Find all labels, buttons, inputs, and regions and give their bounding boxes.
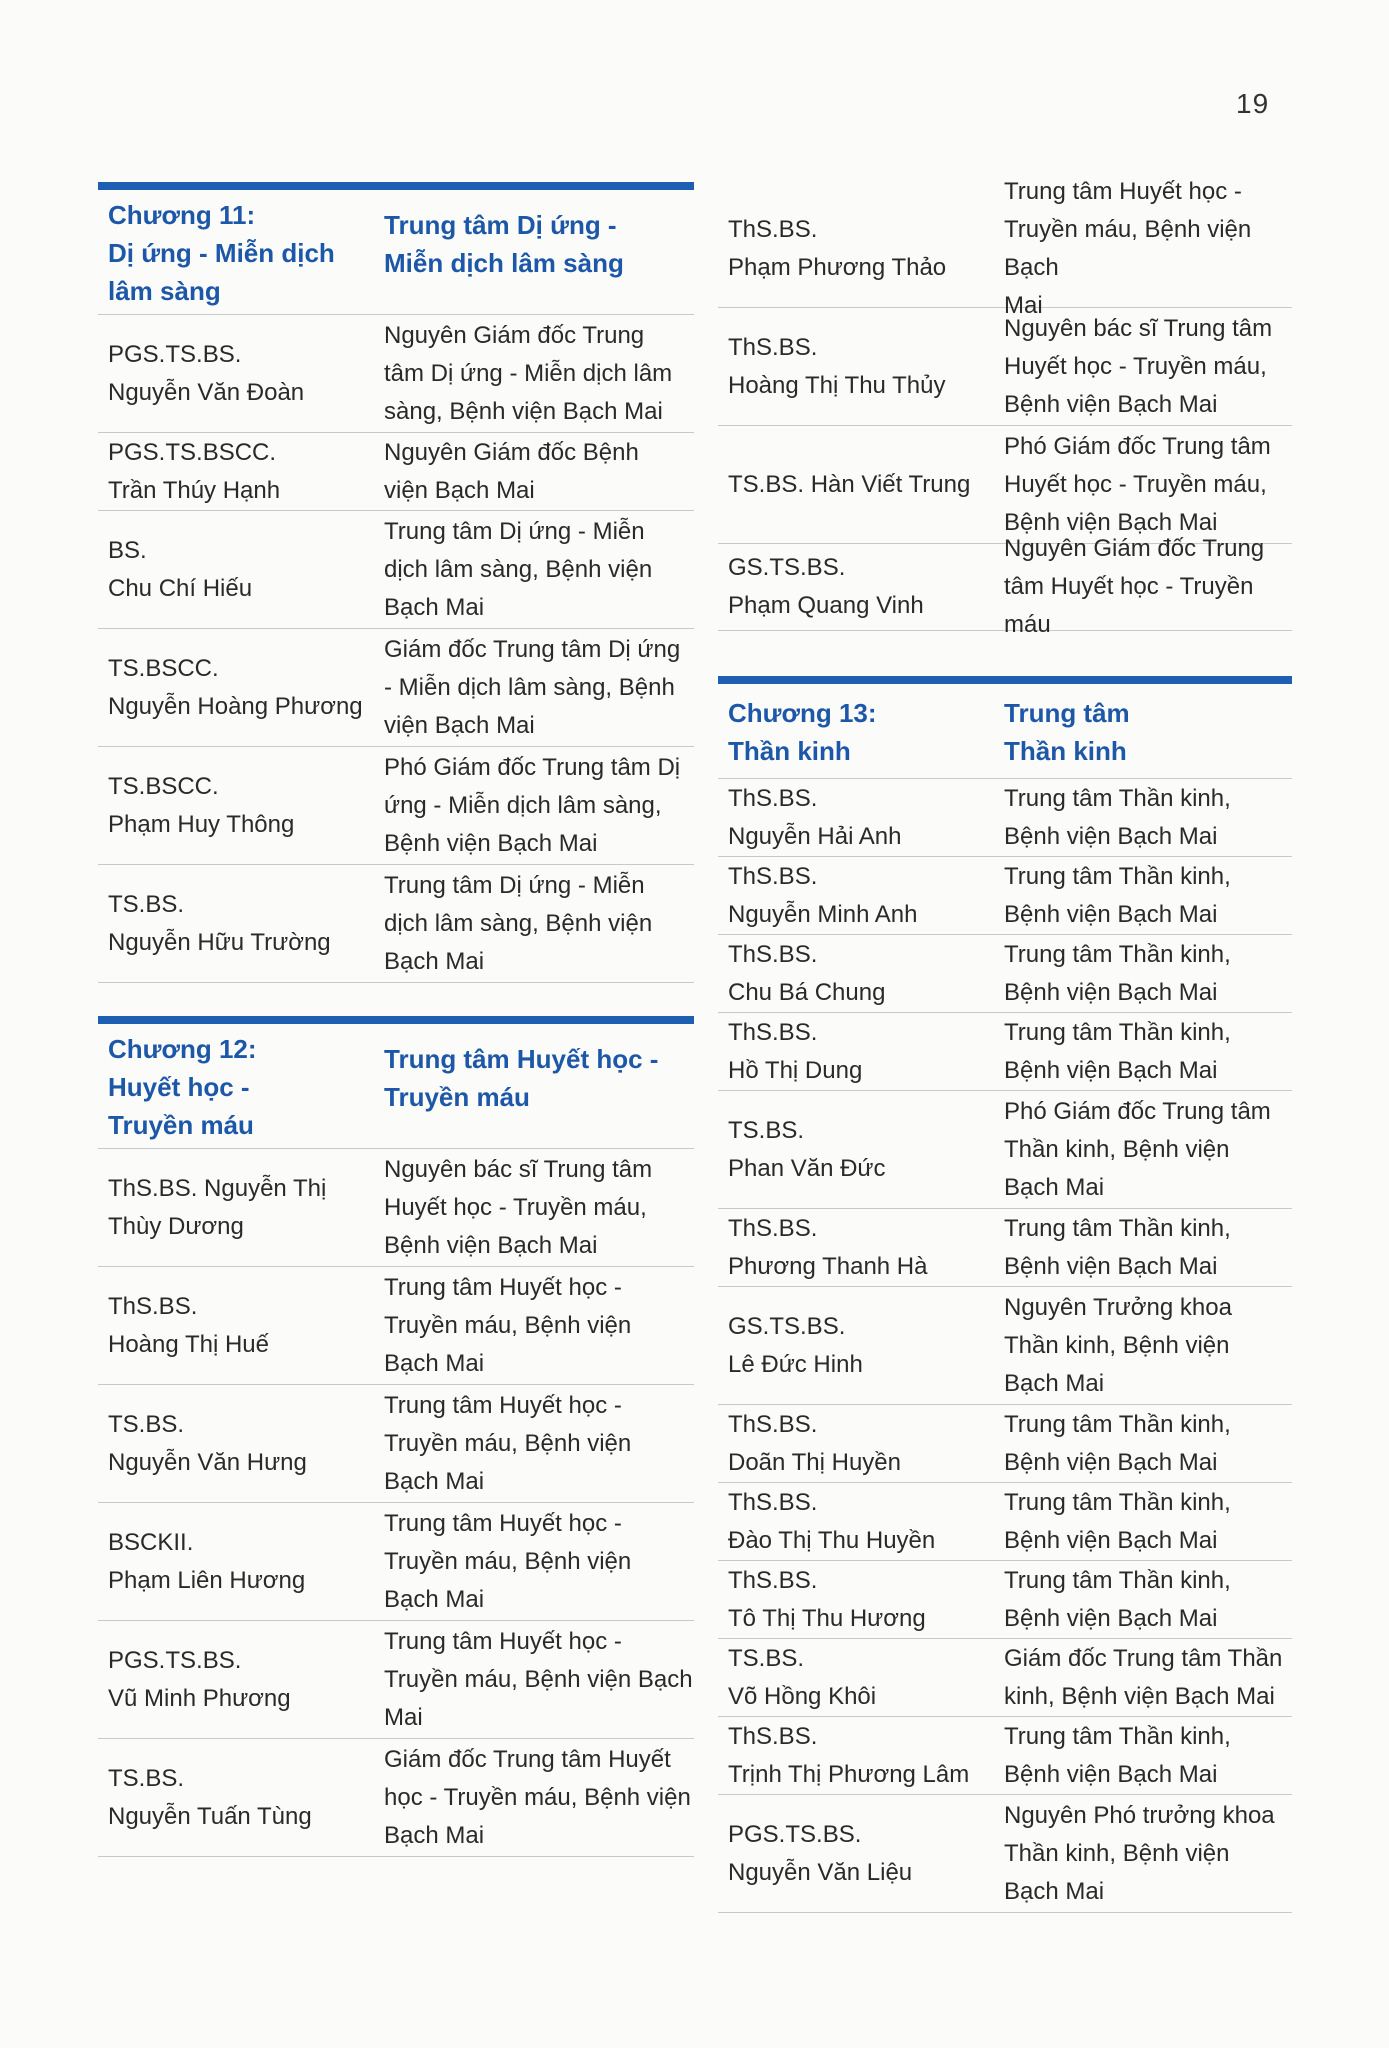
member-position: Trung tâm Thần kinh, Bệnh viện Bạch Mai bbox=[1004, 1566, 1231, 1632]
section-divider bbox=[718, 676, 1292, 684]
section-chapter-13 bbox=[718, 676, 1292, 1913]
member-position: Giám đốc Trung tâm Thần kinh, Bệnh viện Bạch Mai bbox=[1004, 1644, 1283, 1710]
department-title: Trung tâm Thần kinh bbox=[1004, 698, 1130, 766]
section-divider bbox=[98, 1016, 694, 1024]
table-row bbox=[98, 747, 694, 865]
section-header bbox=[98, 1024, 694, 1149]
table-row bbox=[98, 511, 694, 629]
section-chapter-12-continued bbox=[718, 177, 1292, 638]
member-name: ThS.BS. Chu Bá Chung bbox=[728, 940, 886, 1006]
table-row bbox=[718, 935, 1292, 1013]
member-name: TS.BS. Nguyễn Văn Hưng bbox=[108, 1410, 307, 1476]
chapter-title: Chương 13: Thần kinh bbox=[728, 698, 877, 766]
table-row bbox=[718, 308, 1292, 426]
member-position: Trung tâm Thần kinh, Bệnh viện Bạch Mai bbox=[1004, 940, 1231, 1006]
table-row bbox=[718, 779, 1292, 857]
member-position: Phó Giám đốc Trung tâm Thần kinh, Bệnh viện Bạch Mai bbox=[1004, 1097, 1271, 1201]
member-name: PGS.TS.BS. Nguyễn Văn Đoàn bbox=[108, 340, 305, 406]
section-divider bbox=[98, 182, 694, 190]
member-name: ThS.BS. Nguyễn Minh Anh bbox=[728, 862, 918, 928]
table-row bbox=[718, 1405, 1292, 1483]
table-row bbox=[718, 1091, 1292, 1209]
member-position: Nguyên Giám đốc Trung tâm Dị ứng - Miễn dịch lâm sàng, Bệnh viện Bạch Mai bbox=[384, 321, 673, 425]
member-position: Trung tâm Thần kinh, Bệnh viện Bạch Mai bbox=[1004, 1410, 1231, 1476]
table-row bbox=[718, 535, 1292, 638]
member-name: ThS.BS. Nguyễn Hải Anh bbox=[728, 784, 902, 850]
table-row bbox=[98, 1739, 694, 1857]
table-row bbox=[98, 315, 694, 433]
member-position: Trung tâm Thần kinh, Bệnh viện Bạch Mai bbox=[1004, 1214, 1231, 1280]
member-name: TS.BSCC. Nguyễn Hoàng Phương bbox=[108, 654, 363, 720]
member-position: Giám đốc Trung tâm Dị ứng - Miễn dịch lâm sàng, Bệnh viện Bạch Mai bbox=[384, 635, 681, 739]
member-position: Phó Giám đốc Trung tâm Dị ứng - Miễn dịch lâm sàng, Bệnh viện Bạch Mai bbox=[384, 753, 681, 857]
member-name: PGS.TS.BSCC. Trần Thúy Hạnh bbox=[108, 438, 281, 504]
table-row bbox=[718, 1717, 1292, 1795]
table-row bbox=[718, 1287, 1292, 1405]
table-row bbox=[718, 1483, 1292, 1561]
member-name: TS.BS. Nguyễn Tuấn Tùng bbox=[108, 1764, 312, 1830]
member-position: Trung tâm Huyết học - Truyền máu, Bệnh viện Bạch Mai bbox=[384, 1509, 632, 1613]
table-row bbox=[718, 1639, 1292, 1717]
member-name: TS.BS. Nguyễn Hữu Trường bbox=[108, 890, 331, 956]
member-name: TS.BSCC. Phạm Huy Thông bbox=[108, 772, 295, 838]
page-number: 19 bbox=[1236, 88, 1270, 119]
member-position: Phó Giám đốc Trung tâm Huyết học - Truyền máu, Bệnh viện Bạch Mai bbox=[1004, 432, 1271, 536]
member-name: ThS.BS. Hoàng Thị Thu Thủy bbox=[728, 333, 946, 399]
member-position: Nguyên Giám đốc Bệnh viện Bạch Mai bbox=[384, 438, 639, 504]
member-name: TS.BS. Võ Hồng Khôi bbox=[728, 1644, 877, 1710]
member-name: GS.TS.BS. Phạm Quang Vinh bbox=[728, 554, 924, 619]
member-name: BSCKII. Phạm Liên Hương bbox=[108, 1528, 306, 1594]
member-position: Trung tâm Huyết học - Truyền máu, Bệnh viện Bạch Mai bbox=[1004, 177, 1252, 319]
table-row bbox=[718, 1209, 1292, 1287]
member-name: TS.BS. Hàn Viết Trung bbox=[728, 470, 971, 498]
member-name: ThS.BS. Phạm Phương Thảo bbox=[728, 215, 947, 281]
department-title: Trung tâm Dị ứng - Miễn dịch lâm sàng bbox=[384, 210, 624, 278]
member-position: Trung tâm Dị ứng - Miễn dịch lâm sàng, Bệnh viện Bạch Mai bbox=[384, 871, 653, 975]
member-position: Nguyên Trưởng khoa Thần kinh, Bệnh viện Bạch Mai bbox=[1004, 1293, 1232, 1397]
member-name: ThS.BS. Trịnh Thị Phương Lâm bbox=[728, 1722, 970, 1788]
table-row bbox=[718, 857, 1292, 935]
section-header bbox=[98, 190, 694, 315]
member-position: Trung tâm Huyết học - Truyền máu, Bệnh viện Bạch Mai bbox=[384, 1273, 632, 1377]
section-header bbox=[718, 684, 1292, 779]
chapter-title: Chương 12: Huyết học - Truyền máu bbox=[108, 1034, 257, 1140]
member-position: Trung tâm Thần kinh, Bệnh viện Bạch Mai bbox=[1004, 1488, 1231, 1554]
member-name: ThS.BS. Tô Thị Thu Hương bbox=[728, 1566, 926, 1632]
table-row bbox=[718, 1561, 1292, 1639]
table-row bbox=[98, 1267, 694, 1385]
member-position: Nguyên Phó trưởng khoa Thần kinh, Bệnh viện Bạch Mai bbox=[1004, 1801, 1275, 1905]
table-row bbox=[718, 426, 1292, 544]
member-position: Trung tâm Huyết học - Truyền máu, Bệnh viện Bạch Mai bbox=[384, 1627, 693, 1731]
member-name: GS.TS.BS. Lê Đức Hinh bbox=[728, 1312, 863, 1378]
table-row bbox=[98, 1621, 694, 1739]
table-row bbox=[718, 1795, 1292, 1913]
member-position: Nguyên bác sĩ Trung tâm Huyết học - Truyền máu, Bệnh viện Bạch Mai bbox=[384, 1155, 653, 1259]
member-position: Giám đốc Trung tâm Huyết học - Truyền máu, Bệnh viện Bạch Mai bbox=[384, 1745, 691, 1849]
table-row bbox=[98, 629, 694, 747]
table-row bbox=[98, 1385, 694, 1503]
member-name: ThS.BS. Hồ Thị Dung bbox=[728, 1018, 863, 1084]
member-position: Trung tâm Dị ứng - Miễn dịch lâm sàng, Bệnh viện Bạch Mai bbox=[384, 517, 653, 621]
chapter-title: Chương 11: Dị ứng - Miễn dịch lâm sàng bbox=[108, 200, 335, 306]
member-name: BS. Chu Chí Hiếu bbox=[108, 536, 253, 602]
member-position: Trung tâm Thần kinh, Bệnh viện Bạch Mai bbox=[1004, 1018, 1231, 1084]
member-position: Nguyên bác sĩ Trung tâm Huyết học - Truyền máu, Bệnh viện Bạch Mai bbox=[1004, 314, 1273, 418]
section-chapter-12 bbox=[98, 1016, 694, 1857]
member-name: ThS.BS. Phương Thanh Hà bbox=[728, 1214, 928, 1280]
member-position: Trung tâm Thần kinh, Bệnh viện Bạch Mai bbox=[1004, 862, 1231, 928]
table-row bbox=[98, 1503, 694, 1621]
member-name: ThS.BS. Đào Thị Thu Huyền bbox=[728, 1488, 936, 1554]
table-row bbox=[718, 1013, 1292, 1091]
member-name: PGS.TS.BS. Vũ Minh Phương bbox=[108, 1646, 291, 1712]
member-name: ThS.BS. Doãn Thị Huyền bbox=[728, 1410, 901, 1476]
member-position: Trung tâm Huyết học - Truyền máu, Bệnh viện Bạch Mai bbox=[384, 1391, 632, 1495]
member-name: TS.BS. Phan Văn Đức bbox=[728, 1116, 886, 1182]
member-position: Trung tâm Thần kinh, Bệnh viện Bạch Mai bbox=[1004, 1722, 1231, 1788]
member-name: ThS.BS. Hoàng Thị Huế bbox=[108, 1292, 269, 1358]
section-chapter-11 bbox=[98, 182, 694, 983]
member-position: Nguyên Giám đốc Trung tâm Huyết học - Truyền máu bbox=[1004, 535, 1265, 638]
table-row bbox=[98, 433, 694, 511]
department-title: Trung tâm Huyết học - Truyền máu bbox=[384, 1044, 659, 1112]
table-row bbox=[98, 1149, 694, 1267]
member-position: Trung tâm Thần kinh, Bệnh viện Bạch Mai bbox=[1004, 784, 1231, 850]
member-name: PGS.TS.BS. Nguyễn Văn Liệu bbox=[728, 1820, 913, 1886]
table-row bbox=[98, 865, 694, 983]
table-row bbox=[718, 177, 1292, 319]
member-name: ThS.BS. Nguyễn Thị Thùy Dương bbox=[108, 1174, 327, 1240]
